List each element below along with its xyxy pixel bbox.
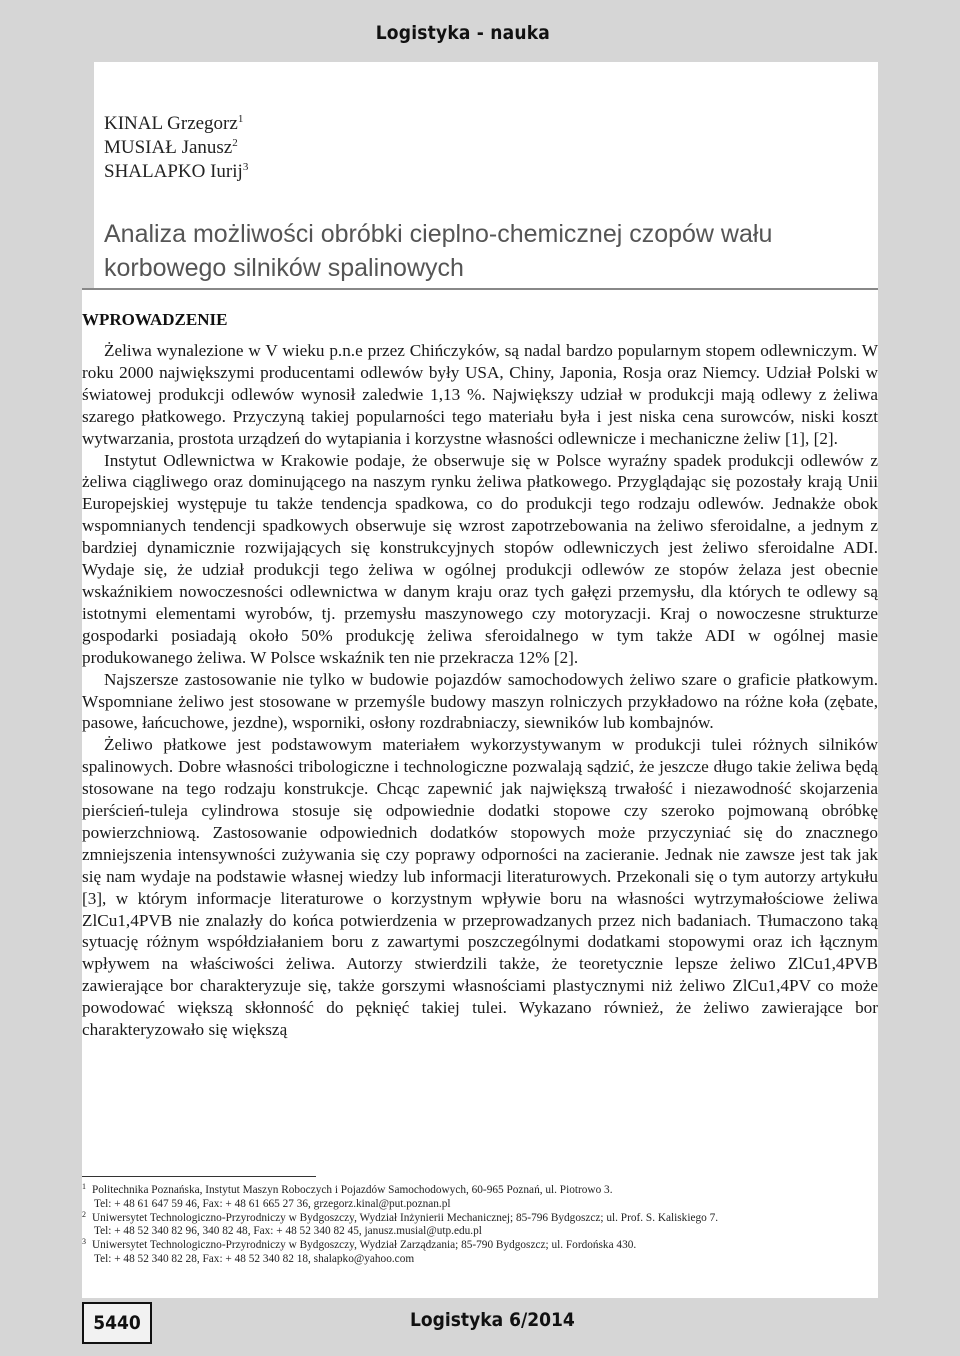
right-margin-band <box>878 62 960 1298</box>
author-name: MUSIAŁ Janusz <box>104 137 233 158</box>
author-ref: 3 <box>242 161 249 173</box>
body-paragraph: Najszersze zastosowanie nie tylko w budowie pojazdów samochodowych żeliwo szare o graficie płatkowym. Wspomniane żeliwo jest stosowane w przemyśle budowy maszyn rolniczych przykładowo na różne koła (zębate, pasowe, łańcuchowe, jezdne), wsporniki, osłony rozdrabniaczy, siewników lub kombajnów. <box>82 669 878 733</box>
footnote-ref: 2 <box>82 1209 86 1219</box>
footnote-affiliation <box>82 1239 878 1253</box>
author-ref: 1 <box>237 113 244 125</box>
article-title: Analiza możliwości obróbki cieplno-chemicznej czopów wału korbowego silników spalinowych <box>104 219 773 282</box>
author-ref: 2 <box>232 137 238 149</box>
footnotes <box>82 1184 878 1267</box>
left-margin-band <box>0 62 82 1298</box>
footnote-affiliation-text: Uniwersytet Technologiczno-Przyrodniczy w Bydgoszczy, Wydział Zarządzania; 85-790 Bydgoszcz; ul. Fordońska 430. <box>92 1239 637 1252</box>
author-list <box>104 112 248 184</box>
section-heading: WPROWADZENIE <box>82 310 228 329</box>
journal-issue-label: Logistyka 6/2014 <box>410 1309 575 1331</box>
footnote-affiliation <box>82 1209 878 1226</box>
title-divider <box>82 288 878 290</box>
footnote-contact: Tel: + 48 52 340 82 28, Fax: + 48 52 340 82 18, shalapko@yahoo.com <box>94 1252 415 1265</box>
author-entry <box>104 112 248 136</box>
footnote-affiliation-text: Uniwersytet Technologiczno-Przyrodniczy w Bydgoszczy, Wydział Inżynierii Mechanicznej; 85-796 Bydgoszcz; ul. Prof. S. Kaliskiego 7. <box>92 1211 719 1224</box>
author-name: KINAL Grzegorz <box>104 113 238 134</box>
authors-side-band <box>82 62 94 288</box>
footnote-affiliation <box>82 1184 878 1198</box>
article-body <box>82 310 878 1168</box>
footnote-ref: 1 <box>82 1182 86 1191</box>
author-entry <box>104 160 248 184</box>
page-number-box: 5440 <box>82 1302 152 1344</box>
footnote-affiliation-text: Politechnika Poznańska, Instytut Maszyn Roboczych i Pojazdów Samochodowych, 60-965 Poznań, ul. Piotrowo 3. <box>92 1184 613 1196</box>
body-paragraph: Żeliwo płatkowe jest podstawowym materiałem wykorzystywanym w produkcji tulei różnych silników spalinowych. Dobre własności tribologiczne i technologiczne pozwalają sądzić, że jeszcze długo takie żeliwa będą stosowane na tego rodzaju konstrukcje. Chcąc zapewnić jak największą trwałość i niezawodność skojarzenia pierścień-tuleja cylindrowa stosuje się odpowiednie dodatki stopowe czy szeroko pojmowaną obróbkę powierzchniową. Zastosowanie odpowiednich dodatków stopowych może przyczyniać się do znacznego zmniejszenia intensywności zużywania się czy poprawy odporności na zacieranie. Jednak nie zawsze jest tak jak się nam wydaje na podstawie własnej wiedzy lub informacji literaturowych. Przekonali się o tym autorzy artykułu [3], w którym informacje literaturowe o korzystnym wpływie boru na własności wytrzymałościowe żeliwa ZlCu1,4PVB nie znalazły do końca potwierdzenia w przeprowadzanych przez nich badaniach. Tłumaczono taką sytuację różnym współdziałaniem boru z zawartymi poszczególnymi dodatkami stopowymi oraz ich łącznym wpływem na właściwości żeliwa. Autorzy stwierdzili także, że teoretycznie lepsze żeliwo ZlCu1,4PVB zawierające bor charakteryzuje się, także gorszymi własnościami plastycznymi niż żeliwo ZlCu1,4PV co może powodować większą skłonność do pęknięć takiej tulei. Wykazano również, że żeliwo zawierające bor charakteryzowało się większą <box>82 735 878 1040</box>
body-paragraph: Instytut Odlewnictwa w Krakowie podaje, że obserwuje się w Polsce wyraźny spadek produkcji odlewów z żeliwa ciągliwego oraz dominującego na naszym rynku żeliwa płatkowego. Przyglądając się pozostały krają Unii Europejskiej występuje tu także tendencja spadkowa, co do produkcji tego rodzaju odlewów. Jednakże obok wspomnianych tendencji spadkowych obserwuje się wzrost zapotrzebowania na żeliwo sferoidalne, a jednym z bardziej dynamicznie rozwijających się konstrukcyjnych stopów odlewniczych jest żeliwo sferoidalne ADI. Wydaje się, że udział produkcji tego żeliwa w ogólnej produkcji odlewów ze stopów żelaza jest obecnie wskaźnikiem nowoczesności odlewnictwa w danym kraju oraz tych gałęzi przemysłu, dla których te odlewy są istotnymi elementami wyrobów, tj. przemysłu maszynowego czy motoryzacji. Kraj o nowoczesne strukturze gospodarki posiadają około 50% produkcję żeliwa sferoidalnego w tym także ADI w ogólnej masie produkowanego żeliwa. W Polsce wskaźnik ten nie przekracza 12% [2]. <box>82 450 878 667</box>
footnote-contact: Tel: + 48 61 647 59 46, Fax: + 48 61 665 27 36, grzegorz.kinal@put.poznan.pl <box>94 1197 451 1210</box>
author-entry <box>104 136 248 160</box>
author-name: SHALAPKO Iurij <box>104 161 243 182</box>
footnote-divider <box>82 1176 316 1177</box>
journal-section-title: Logistyka - nauka <box>375 22 550 44</box>
footnote-ref: 3 <box>82 1237 86 1247</box>
body-paragraph: Żeliwa wynalezione w V wieku p.n.e przez Chińczyków, są nadal bardzo popularnym stopem odlewniczym. W roku 2000 największymi producentami odlewów były USA, Chiny, Japonia, Rosja oraz Niemcy. Udział Polski w światowej produkcji odlewów wynosił zaledwie 1,13 %. Największy udział w produkcji mają odlewy z żeliwa szarego płatkowego. Przyczyną takiej popularności tego materiału była i jest niska cena surowców, niski koszt wytwarzania, prostota urządzeń do wytapiania i korzystne własności odlewnicze i mechaniczne żeliw [1], [2]. <box>82 341 878 448</box>
footnote-contact: Tel: + 48 52 340 82 96, 340 82 48, Fax: + 48 52 340 82 45, janusz.musial@utp.edu.pl <box>94 1225 482 1238</box>
